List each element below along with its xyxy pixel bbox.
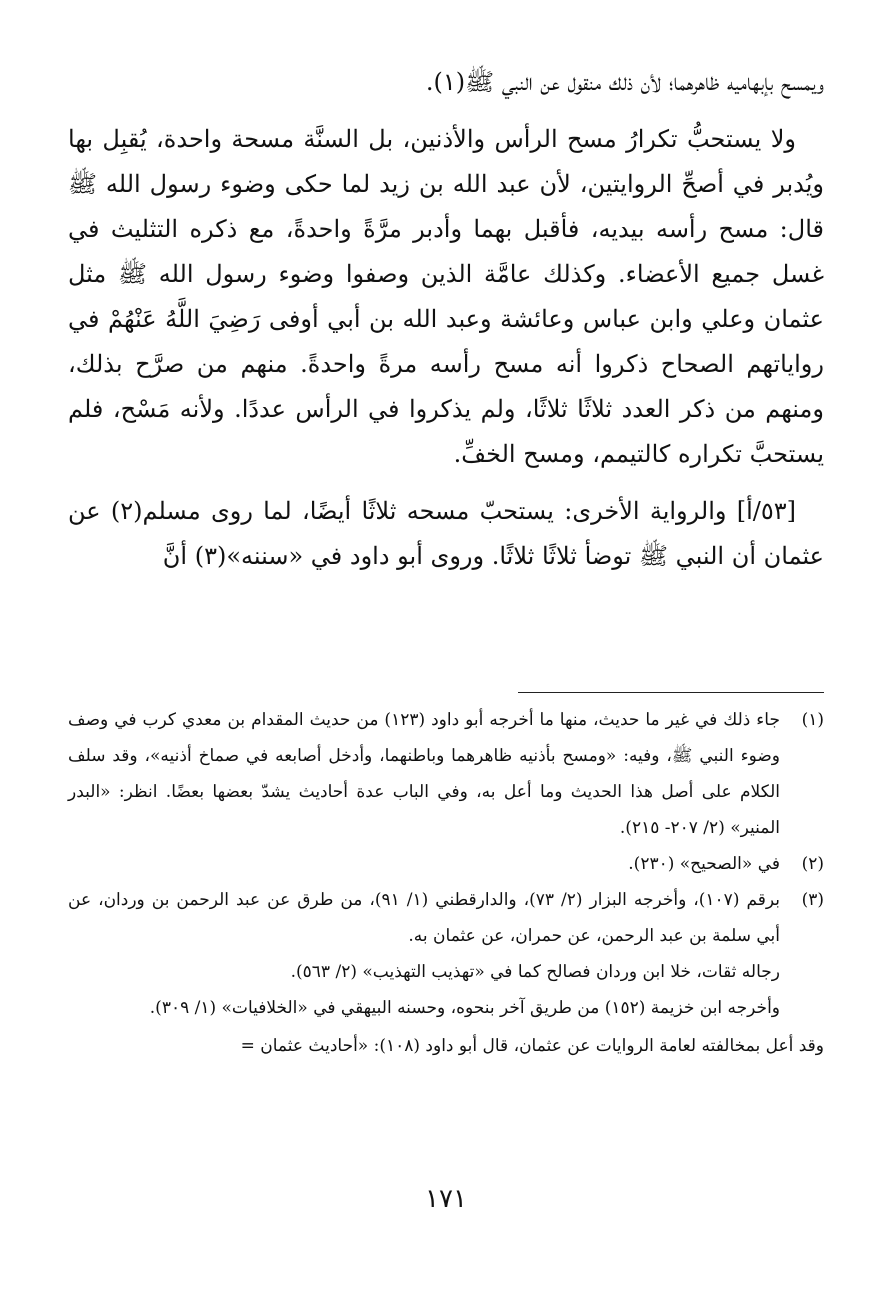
footnote-body [68,882,780,1026]
footnote-1 [68,702,824,846]
footnote-line: في «الصحيح» (٢٣٠). [628,854,780,874]
page-number: ١٧١ [425,1184,467,1214]
footnote-continuation: وقد أعل بمخالفته لعامة الروايات عن عثمان، قال أبو داود (١٠٨): «أحاديث عثمان = [240,1036,824,1056]
paragraph-1: ويمسح بإبهاميه ظاهرهما؛ لأن ذلك منقول عن النبي ﷺ(١). [425,68,824,96]
footnote-number: (٢) [801,854,824,874]
footnote-body [68,846,780,882]
footnote-line: وأخرجه ابن خزيمة (١٥٢) من طريق آخر بنحوه، وحسنه البيهقي في «الخلافيات» (١/ ٣٠٩). [149,998,780,1018]
footnote-number: (١) [801,710,824,730]
footnote-line: جاء ذلك في غير ما حديث، منها ما أخرجه أبو داود (١٢٣) من حديث المقدام بن معدي كرب في وصف وضوء النبي ﷺ، وفيه: «ومسح بأذنيه ظاهرهما وباطنهما، وأدخل أصابعه في صماخ أذنيه»، وقد سلف الكلام على أصل هذا الحديث وما أعل به، وفي الباب عدة أحاديث يشدّ بعضها بعضًا. انظر: «البدر المنير» (٢/ ٢٠٧- ٢١٥). [68,710,780,838]
footnote-body [68,702,780,846]
footnote-line: رجاله ثقات، خلا ابن وردان فصالح كما في «تهذيب التهذيب» (٢/ ٥٦٣). [290,962,780,982]
paragraph-3: [٥٣/أ] والرواية الأخرى: يستحبّ مسحه ثلاثًا أيضًا، لما روى مسلم(٢) عن عثمان أن النبي ﷺ توضأ ثلاثًا ثلاثًا. وروى أبو داود في «سننه»(٣) أنَّ [68,497,824,570]
paragraph-2: ولا يستحبُّ تكرارُ مسح الرأس والأذنين، بل السنَّة مسحة واحدة، يُقبِل بها ويُدبر في أصحِّ الروايتين، لأن عبد الله بن زيد لما حكى وضوء رسول الله ﷺ قال: مسح رأسه بيديه، فأقبل بهما وأدبر مرَّةً واحدةً، مع ذكره التثليث في غسل جميع الأعضاء. وكذلك عامَّة الذين وصفوا وضوء رسول الله ﷺ مثل عثمان وعلي وابن عباس وعائشة وعبد الله بن أبي أوفى رَضِيَ اللَّهُ عَنْهُمْ في رواياتهم الصحاح ذكروا أنه مسح رأسه مرةً واحدةً. منهم من صرَّح بذلك، ومنهم من ذكر العدد ثلاثًا ثلاثًا، ولم يذكروا في الرأس عددًا. ولأنه مَسْح، فلم يستحبَّ تكراره كالتيمم، ومسح الخفِّ. [68,125,824,468]
footnote-3 [68,882,824,1026]
footnotes [68,702,824,1064]
main-text [68,60,824,579]
footnote-number: (٣) [801,890,824,910]
footnote-2 [68,846,824,882]
footnote-line: برقم (١٠٧)، وأخرجه البزار (٢/ ٧٣)، والدارقطني (١/ ٩١)، من طرق عن عبد الرحمن بن وردان، عن أبي سلمة بن عبد الرحمن، عن حمران، عن عثمان به. [68,890,781,946]
footnote-separator [518,692,824,693]
